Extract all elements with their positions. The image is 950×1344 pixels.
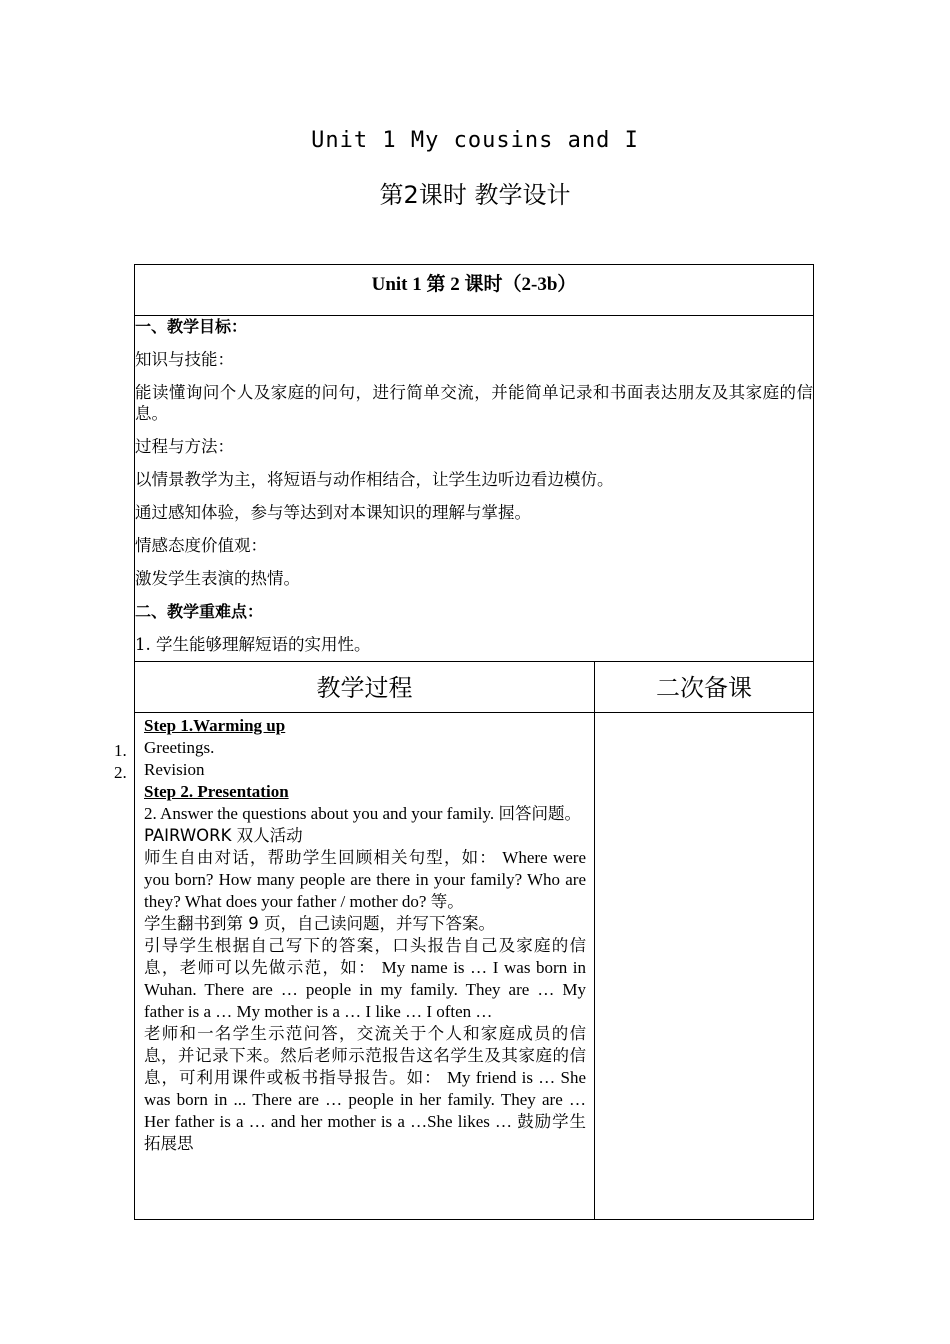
objectives-heading: 一、教学目标： (135, 317, 248, 336)
open-book-line (144, 913, 586, 935)
process-column-header (135, 662, 595, 713)
open-book-text: 学生翻书到第 9 页，自己读问题，并写下答案。 (144, 914, 495, 933)
attitude-text: 激发学生表演的热情。 (135, 569, 300, 588)
process-text-1: 以情景教学为主，将短语与动作相结合，让学生边听边看边模仿。 (135, 470, 614, 489)
document-subtitle: 第2课时 教学设计 (379, 181, 571, 209)
table-header-cell (135, 265, 814, 316)
demo-cn: 老师和一名学生示范问答，交流关于个人和家庭成员的信息，并记录下来。然后老师示范报告这名学生及其家庭的信息，可利用课件或板书指导报告。如： (144, 1024, 586, 1087)
notes-column-header (595, 662, 814, 713)
free-dialogue-end: 等。 (430, 892, 464, 911)
keypoints-heading: 二、教学重难点： (135, 602, 264, 621)
step1-item-greetings: Greetings. (144, 738, 215, 757)
document-title: Unit 1 My cousins and I (311, 128, 639, 153)
oral-report-cn: 引导学生根据自己写下的答案，口头报告自己及家庭的信息，老师可以先做示范，如： (144, 936, 586, 977)
objectives-row (135, 316, 814, 662)
list-marker-2: 2. (114, 763, 127, 782)
answer-questions-paragraph (144, 803, 586, 825)
process-cell (135, 713, 595, 1220)
knowledge-label: 知识与技能： (135, 350, 234, 369)
knowledge-text: 能读懂询问个人及家庭的问句，进行简单交流，并能简单记录和书面表达朋友及其家庭的信息。 (135, 383, 814, 423)
answer-questions-en: 2. Answer the questions about you and your family. (144, 804, 495, 823)
process-text-2: 通过感知体验，参与等达到对本课知识的理解与掌握。 (135, 503, 531, 522)
process-column-label: 教学过程 (316, 674, 413, 702)
free-dialogue-cn: 师生自由对话，帮助学生回顾相关句型，如： (144, 848, 497, 867)
demo-en: My friend is … She was born in ... There are … people in her family. They are … Her father is a … and her mother is a …She likes … (144, 1068, 587, 1131)
notes-column-label: 二次备课 (656, 674, 752, 702)
lesson-header: Unit 1 第 2 课时（2-3b） (371, 274, 577, 295)
step1-title: Step 1.Warming up (144, 716, 286, 735)
process-label: 过程与方法： (135, 437, 234, 456)
oral-report-paragraph (144, 935, 586, 1023)
free-dialogue-paragraph (144, 847, 586, 913)
pairwork-line (144, 825, 586, 847)
table-header-row (135, 265, 814, 316)
process-content (135, 713, 594, 1155)
demo-end: 鼓励学生拓展思 (144, 1112, 587, 1153)
notes-cell (595, 713, 814, 1220)
answer-questions-cn: 回答问题。 (498, 804, 581, 823)
list-marker-1: 1. (114, 741, 127, 760)
objectives-cell (135, 316, 814, 662)
content-row (135, 713, 814, 1220)
column-header-row (135, 662, 814, 713)
free-dialogue-en: Where were you born? How many people are there in your family? Who are they? What does your father / mother do? (144, 848, 587, 911)
attitude-label: 情感态度价值观： (135, 536, 267, 555)
demo-paragraph (144, 1023, 586, 1155)
step2-title: Step 2. Presentation (144, 782, 289, 801)
keypoint-1: 1. 学生能够理解短语的实用性。 (135, 635, 371, 654)
step1-item-revision: Revision (144, 760, 205, 779)
lesson-plan-table (134, 264, 814, 1220)
pairwork-text: PAIRWORK 双人活动 (144, 826, 303, 845)
oral-report-en: My name is … I was born in Wuhan. There are … people in my family. They are … My father is a … My mother is a … I like … I often … (144, 958, 587, 1021)
